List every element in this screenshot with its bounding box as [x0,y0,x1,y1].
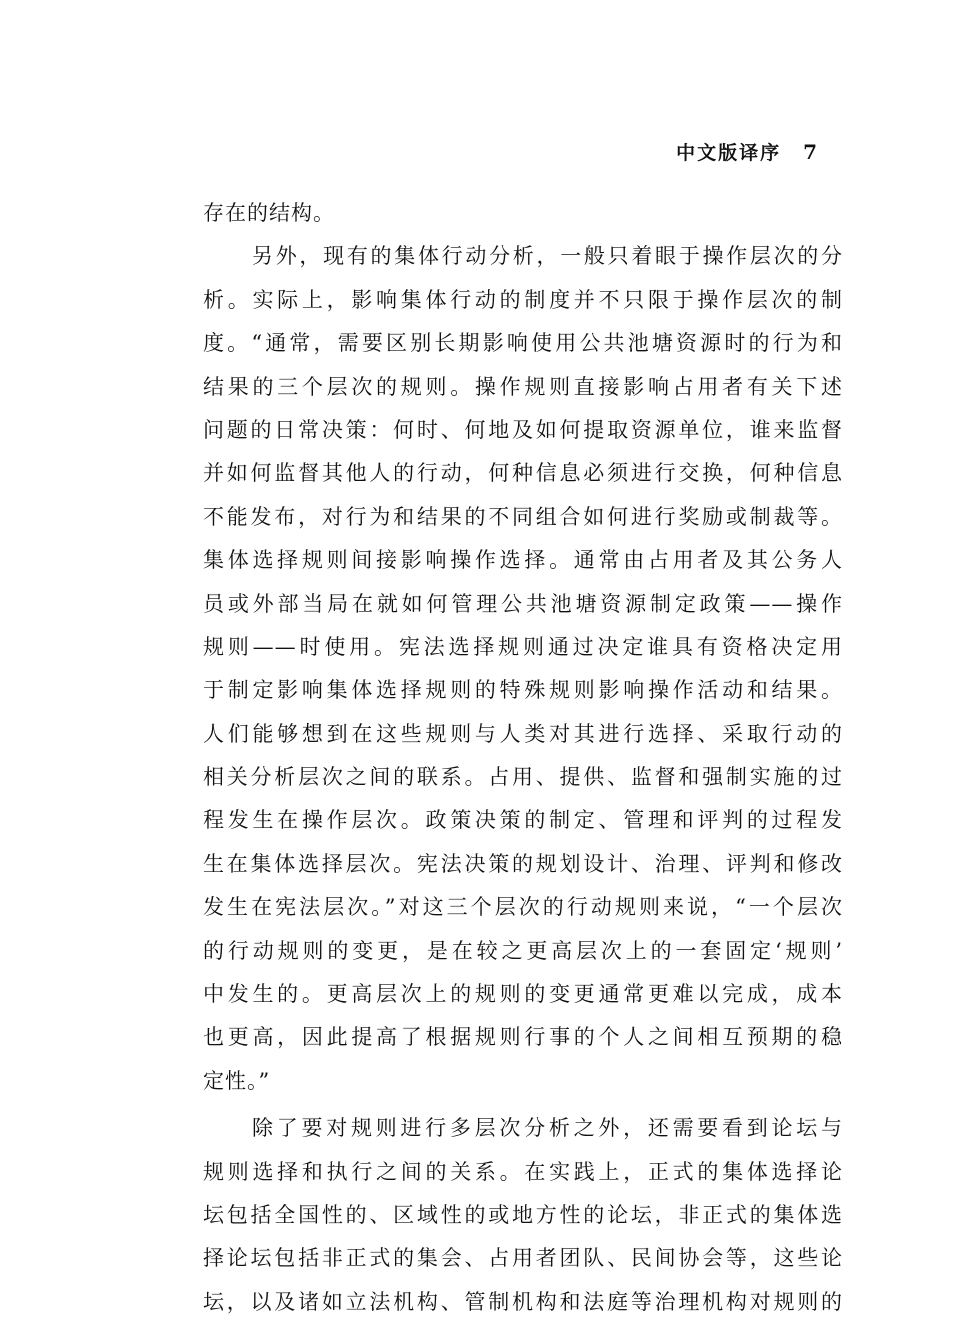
text-line: 中发生的。更高层次上的规则的变更通常更难以完成，成本 [203,982,843,1007]
paragraph-3 [203,1107,843,1324]
text-line: 坛包括全国性的、区域性的或地方性的论坛，非正式的集体选 [203,1202,843,1227]
text-line: 存在的结构。 [203,201,335,225]
text-line: 另外，现有的集体行动分析，一般只着眼于操作层次的分 [252,244,843,269]
text-line: 规则选择和执行之间的关系。在实践上，正式的集体选择论 [203,1159,843,1184]
text-line: 结果的三个层次的规则。操作规则直接影响占用者有关下述 [203,374,843,399]
header-title: 中文版译序 [676,142,782,164]
text-line: 择论坛包括非正式的集会、占用者团队、民间协会等，这些论 [203,1246,843,1271]
text-line: 发生在宪法层次。”对这三个层次的行动规则来说，“一个层次 [203,895,843,920]
text-line: 并如何监督其他人的行动，何种信息必须进行交换，何种信息 [203,461,843,486]
text-line: 坛，以及诸如立法机构、管制机构和法庭等治理机构对规则的 [203,1289,843,1314]
running-header [676,138,817,165]
text-line: 规则——时使用。宪法选择规则通过决定谁具有资格决定用 [203,634,843,659]
text-line: 集体选择规则间接影响操作选择。通常由占用者及其公务人 [203,548,843,573]
text-line: 程发生在操作层次。政策决策的制定、管理和评判的过程发 [203,808,843,833]
text-line: 除了要对规则进行多层次分析之外，还需要看到论坛与 [252,1116,843,1141]
text-line: 于制定影响集体选择规则的特殊规则影响操作活动和结果。 [203,678,843,703]
text-line: 员或外部当局在就如何管理公共池塘资源制定政策——操作 [203,591,843,616]
text-line: 相关分析层次之间的联系。占用、提供、监督和强制实施的过 [203,765,843,790]
page-number: 7 [803,140,817,164]
text-line: 也更高，因此提高了根据规则行事的个人之间相互预期的稳 [203,1025,843,1050]
text-line: 不能发布，对行为和结果的不同组合如何进行奖励或制裁等。 [203,504,843,529]
text-line: 度。“通常，需要区别长期影响使用公共池塘资源时的行为和 [203,331,843,356]
body-text [203,192,843,1324]
text-line: 定性。” [203,1068,271,1093]
paragraph-1 [203,192,843,235]
paragraph-2 [203,235,843,1103]
text-line: 生在集体选择层次。宪法决策的规划设计、治理、评判和修改 [203,851,843,876]
text-line: 问题的日常决策：何时、何地及如何提取资源单位，谁来监督 [203,417,843,442]
text-line: 人们能够想到在这些规则与人类对其进行选择、采取行动的 [203,721,843,746]
text-line: 的行动规则的变更，是在较之更高层次上的一套固定‘规则’ [203,938,843,963]
text-line: 析。实际上，影响集体行动的制度并不只限于操作层次的制 [203,287,843,312]
